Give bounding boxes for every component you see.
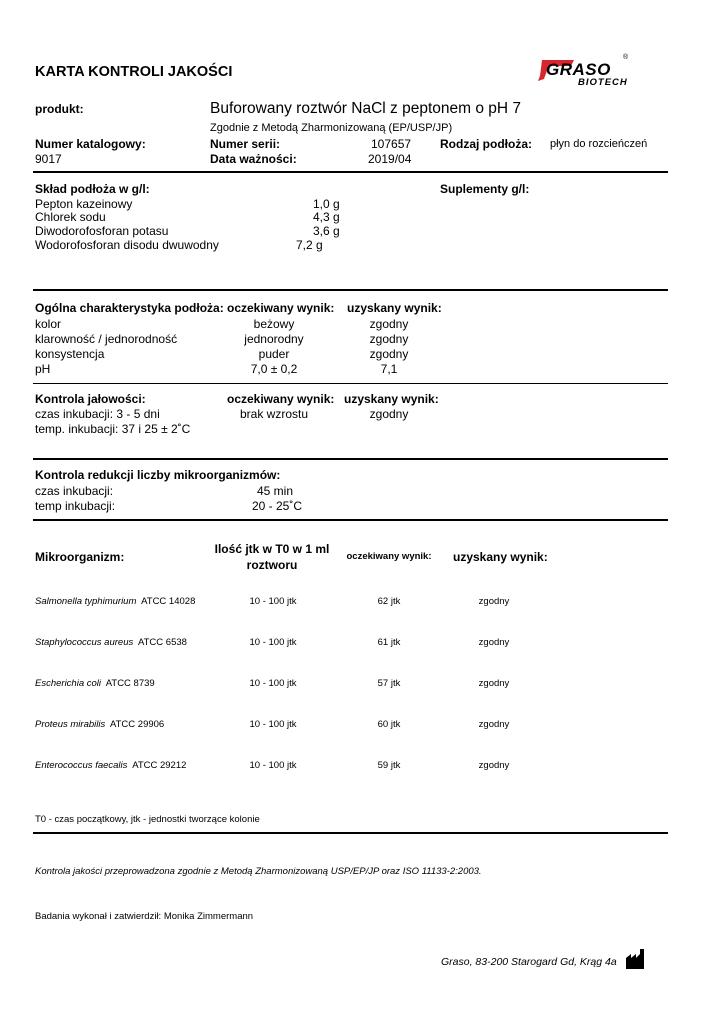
micro-count: 10 - 100 jtk (249, 596, 297, 607)
micro-strain: ATCC 29906 (109, 719, 165, 730)
divider (33, 289, 668, 291)
general-row-expected: beżowy (253, 317, 295, 331)
graso-logo (536, 54, 636, 90)
general-row-expected: 7,0 ± 0,2 (250, 362, 298, 376)
composition-item-name: Chlorek sodu (35, 210, 106, 224)
micro-obtained: zgodny (478, 596, 510, 607)
expiry-label: Data ważności: (210, 152, 297, 166)
sterility-expected: brak wzrostu (239, 407, 309, 421)
micro-species: Salmonella typhimurium (35, 596, 137, 607)
micro-header-count-line2: roztworu (246, 558, 298, 572)
micro-obtained: zgodny (478, 678, 510, 689)
micro-species: Enterococcus faecalis (35, 760, 128, 771)
expiry-value: 2019/04 (368, 152, 412, 166)
page-title: KARTA KONTROLI JAKOŚCI (35, 64, 233, 80)
micro-expected: 61 jtk (377, 637, 401, 648)
factory-icon (625, 948, 647, 970)
supplements-label: Suplementy g/l: (440, 182, 530, 196)
general-row-obtained: 7,1 (380, 362, 398, 376)
micro-obtained: zgodny (478, 719, 510, 730)
micro-strain: ATCC 14028 (141, 596, 196, 607)
micro-species: Escherichia coli (35, 678, 101, 689)
micro-strain: ATCC 8739 (105, 678, 155, 689)
micro-header-name: Mikroorganizm: (35, 550, 125, 564)
qc-note: Kontrola jakości przeprowadzona zgodnie z Metodą Zharmonizowaną USP/EP/JP oraz ISO 11133-2:2003. (35, 866, 482, 877)
composition-item-name: Diwodorofosforan potasu (35, 224, 169, 238)
catalog-value: 9017 (35, 152, 62, 166)
product-label: produkt: (35, 102, 84, 116)
micro-expected: 62 jtk (377, 596, 401, 607)
catalog-label: Numer katalogowy: (35, 137, 146, 151)
reduction-temp-value: 20 - 25˚C (252, 499, 303, 513)
general-row-expected: puder (258, 347, 290, 361)
micro-row (35, 678, 155, 689)
medium-label: Rodzaj podłoża: (440, 137, 532, 151)
micro-row (35, 719, 164, 730)
general-row-name: pH (35, 362, 51, 376)
divider (33, 458, 668, 460)
micro-expected: 60 jtk (377, 719, 401, 730)
general-row-obtained: zgodny (369, 347, 409, 361)
general-row-obtained: zgodny (369, 317, 409, 331)
composition-label: Skład podłoża w g/l: (35, 182, 150, 196)
general-label: Ogólna charakterystyka podłoża: (35, 301, 224, 315)
registered-mark: ® (623, 54, 629, 61)
micro-count: 10 - 100 jtk (249, 637, 297, 648)
micro-header-obtained: uzyskany wynik: (453, 550, 548, 564)
divider (33, 171, 668, 173)
micro-count: 10 - 100 jtk (249, 678, 297, 689)
micro-row (35, 760, 186, 771)
series-value: 107657 (371, 137, 412, 151)
medium-value: płyn do rozcieńczeń (550, 138, 648, 150)
divider (33, 832, 668, 834)
general-row-name: kolor (35, 317, 62, 331)
sterility-time: czas inkubacji: 3 - 5 dni (35, 407, 160, 421)
signature: Badania wykonał i zatwierdził: Monika Zimmermann (35, 911, 254, 922)
micro-strain: ATCC 29212 (132, 760, 187, 771)
micro-expected: 57 jtk (377, 678, 401, 689)
method-text: Zgodnie z Metodą Zharmonizowaną (EP/USP/JP) (210, 122, 453, 134)
composition-item-name: Pepton kazeinowy (35, 197, 133, 211)
footnote: T0 - czas początkowy, jtk - jednostki tworzące kolonie (35, 814, 260, 825)
series-label: Numer serii: (210, 137, 281, 151)
composition-item-value: 4,3 g (313, 210, 340, 224)
reduction-time-value: 45 min (257, 484, 294, 498)
product-name: Buforowany roztwór NaCl z peptonem o pH 7 (210, 100, 522, 117)
logo-text: GRASO (546, 60, 611, 79)
composition-item-value: 7,2 g (296, 238, 323, 252)
sterility-obtained: zgodny (369, 407, 409, 421)
reduction-temp-label: temp inkubacji: (35, 499, 116, 513)
micro-species: Staphylococcus aureus (35, 637, 134, 648)
micro-header-count-line1: Ilość jtk w T0 w 1 ml (214, 542, 330, 556)
logo-subtext: BIOTECH (578, 77, 628, 88)
sterility-temp: temp. inkubacji: 37 i 25 ± 2˚C (35, 422, 191, 436)
micro-header-expected: oczekiwany wynik: (346, 551, 432, 562)
composition-item-value: 3,6 g (313, 224, 340, 238)
general-row-obtained: zgodny (369, 332, 409, 346)
general-row-name: konsystencja (35, 347, 105, 361)
micro-species: Proteus mirabilis (35, 719, 106, 730)
sterility-obtained-header: uzyskany wynik: (344, 392, 439, 406)
reduction-label: Kontrola redukcji liczby mikroorganizmów: (35, 468, 281, 482)
micro-strain: ATCC 6538 (138, 637, 187, 648)
composition-item-value: 1,0 g (313, 197, 340, 211)
micro-obtained: zgodny (478, 637, 510, 648)
address: Graso, 83-200 Starogard Gd, Krąg 4a (441, 956, 617, 968)
micro-row (35, 637, 187, 648)
divider (33, 519, 668, 521)
general-expected-header: oczekiwany wynik: (227, 301, 335, 315)
general-obtained-header: uzyskany wynik: (347, 301, 442, 315)
reduction-time-label: czas inkubacji: (35, 484, 114, 498)
general-row-name: klarowność / jednorodność (35, 332, 178, 346)
divider (33, 383, 668, 384)
sterility-label: Kontrola jałowości: (35, 392, 146, 406)
micro-expected: 59 jtk (377, 760, 401, 771)
micro-obtained: zgodny (478, 760, 510, 771)
micro-count: 10 - 100 jtk (249, 760, 297, 771)
micro-row (35, 596, 195, 607)
composition-item-name: Wodorofosforan disodu dwuwodny (35, 238, 219, 252)
sterility-expected-header: oczekiwany wynik: (227, 392, 335, 406)
micro-count: 10 - 100 jtk (249, 719, 297, 730)
general-row-expected: jednorodny (244, 332, 304, 346)
